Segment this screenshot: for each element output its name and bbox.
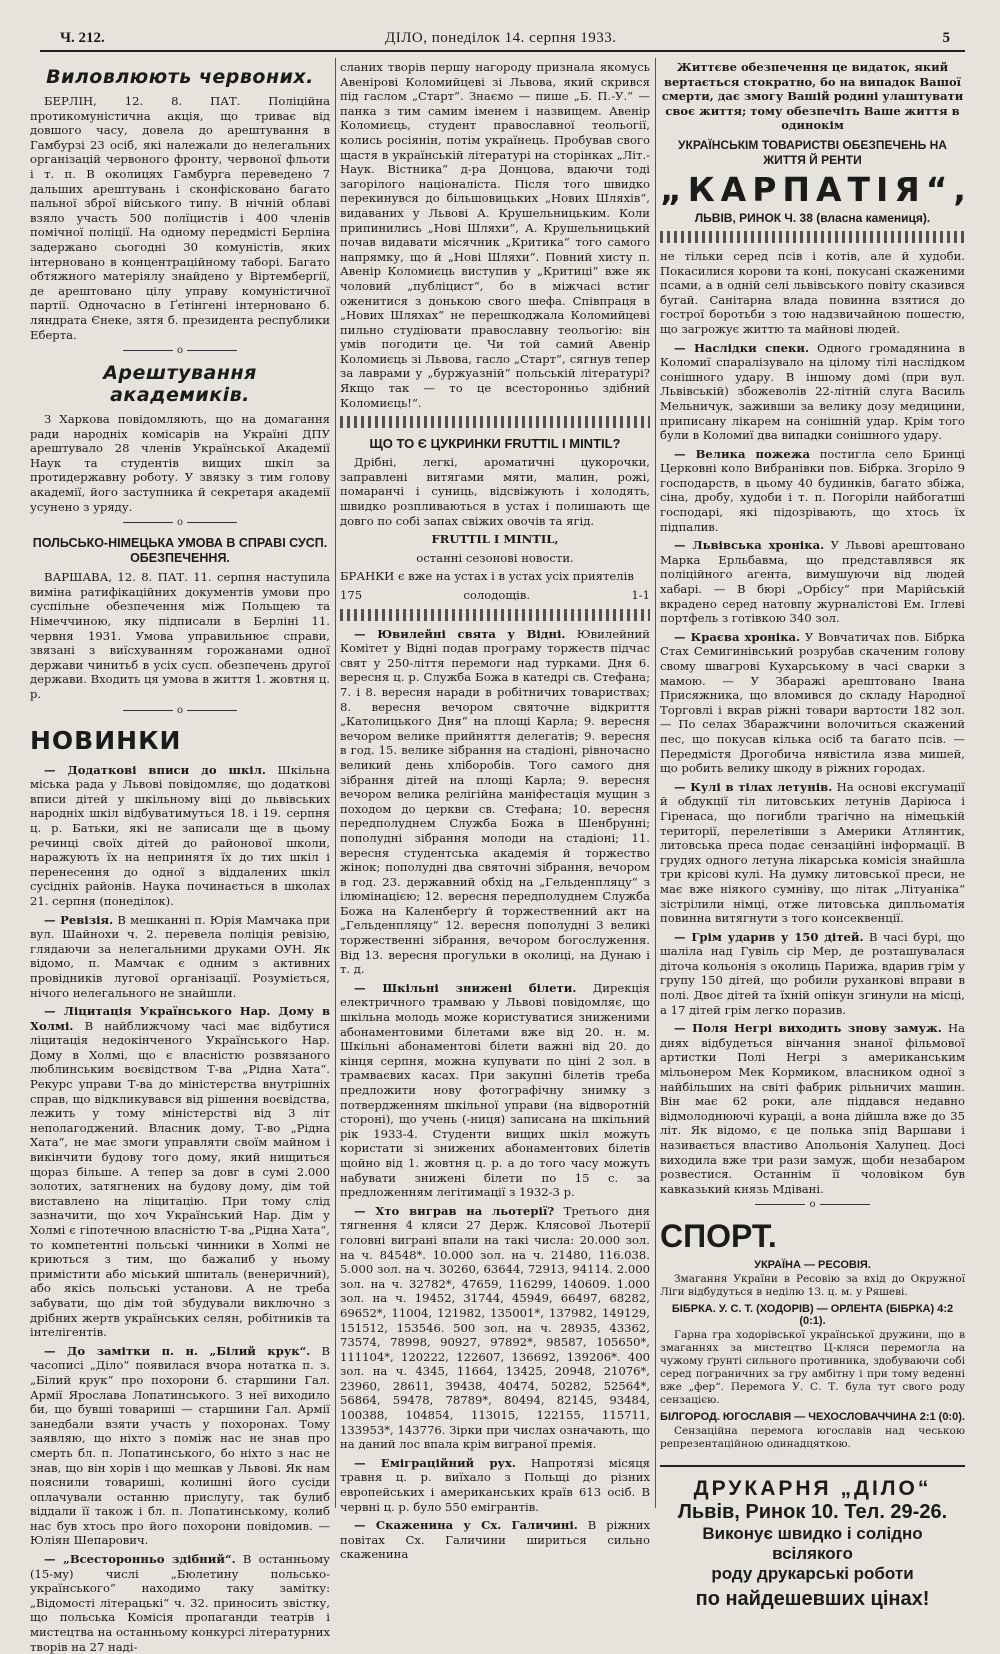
masthead-date: ДІЛО, понеділок 14. серпня 1933. [385,30,617,46]
ornament-border [340,416,650,428]
news-item [660,538,965,626]
section-title-sport: СПОРТ. [660,1218,777,1255]
separator: o [30,518,330,528]
news-item [340,1518,650,1562]
news-item-title: — Ліцитація Українського Нар. Дому в Холмі. [30,1004,330,1033]
news-item [660,930,965,1018]
news-item-text: Напротязі місяця травня ц. р. виїхало з Польщі до різних европейських і американських країв 613 осіб. В червні ц. р. було 550 емігрантів. [340,1455,651,1514]
headline-academics: Арештування академиків. [103,362,257,407]
news-item-title: — Львівська хроніка. [674,538,825,553]
news-item-text: Шкільна міська рада у Львові повідомляє, що додаткові вписи дітей у шкільному віці до львівських народніх шкіл відбуватимуться 18. і 19. серпня ц. р. Батьки, які не записали ще в цьому речинці своїх дітей до районової школи, наражують їх на непринятя їх до тих шкіл і перенесення до одної з віддалених шкіл сусідніх районів. Наука починається в школах 21. серпня (понеділок). [30,762,331,908]
column-rule [655,58,656,1508]
news-item-title: — Ревізія. [44,912,114,927]
ad-subtitle: останні сезонові новости. [416,550,574,565]
news-item-title: — Краєва хроніка. [674,629,801,644]
news-item-text: Одного громадянина в Коломиї спаралізувало на цілому тілі наслідком сонішного удару. В іншому домі (при вул. Львівській) збожеволів 22-літній слуга Василь Мельничук, заживши за велику дозу медицини, приписану лікарем на сонішній удар. Крім того були в Коломиї два випадки сонішного удару. [660,340,965,443]
ad-karpatia-name: „КАРПАТІЯ“, [660,169,972,209]
news-item-text: В мешканні п. Юрія Мамчака при вул. Шайнохи ч. 2. перевела поліція ревізію, глядаючи за нелегальними друками ОУН. Як відомо, п. Мамчак є одним з активних провідників лугової організації. Розуміється, нічого нелегального не знайшли. [30,912,331,1000]
ad-karpatia [660,60,972,225]
news-item [30,1344,330,1548]
article-continuation: не тільки серед псів і котів, але й худоби. Покасилися корови та коні, покусані скаженими псами, а в одній селі львівського повіту сказився бугай. Санітарна влада повинна взятися до гострої боротьби з тою надзвичайною пошестю, що загрожує життю та майнові людей. [660,248,965,336]
news-item [660,1021,965,1196]
column-1 [30,60,331,1654]
headline-polish-german: ПОЛЬСЬКО-НІМЕЦЬКА УМОВА В СПРАВІ СУСП. ОБЕЗПЕЧЕННЯ. [32,536,328,566]
ad-body: Дрібні, легкі, ароматичні цукорочки, заправлені витягами мяти, малин, рожі, помаранчі і суниць, відсвіжують і холодять, швидко розпливаються в устах і полишають ще довго по собі запах свіжих овочів та ягід. [340,455,650,528]
ornament-border [660,231,965,243]
news-item [30,763,330,909]
headline-berlin: Виловлюють червоних. [46,66,314,88]
article-continuation: сланих творів першу нагороду признала якомусь Авенірові Коломийцеві зі Львова, який скрився під гаслом „Старт“. Знаємо — пише „Б. П.-У.“ — панка з тим самим іменем і назвищем. Авенір Коломиєць, студент православної теольогії, колись росіянін, потім українець. Пробував свого щастя в українській літературі на сторінках „Літ.-Наук. Вістника“ д-ра Донцова, вдаючи тоді загорілого націоналіста. Після того швидко перекинувся до більшовицьких „Нових Шляхів“, видаваних у Львові А. Крушельницьким. Коли припинились „Нові Шляхи“, А. Крушельницький почав видавати місячник „Критика“ того самого напрямку, що й „Нові Шляхи“. Повний хисту п. Авенір Коломиєць виступив у „Критиці“ вже як чоловий „публіцист“, бо в міжчасі встиг оженитися з донькою свого шефа. Співпраця в „Нових Шляхах“ не перешкоджала Коломийцеві пильно студіювати православну теольогію: він умів погодити це. Чи той самий Авенір Коломиєць зі Львова, гасло „Старт“, сягнув тепер за лаврами у „буржуазній“ польській літературі? Якщо так — то це всесторонньо здібний Коломиєць!“. [340,60,650,410]
ad-printing-slogan: по найдешевших цінах! [695,1588,930,1611]
news-item [660,447,965,535]
news-item-text: В найближчому часі має відбутися ліцитація недокінченого Українського Нар. Дому в Холмі, що є власністю розвязаного люблинським воєвідством Т-ва „Рідна Хата“. Рекурс управи Т-ва до міністерства внутрішніх справ, що відкликувався від рішення воєвідства, лежить у тому міністерстві від 3 літ неполагоджений. Власник дому, Т-во „Рідна Хата“, не має змоги управляти своїм майном і викінчити будову того дому, який нищиться щораз більше. А тепер за довг в сумі 2.000 золотих, затягнених на будову дому, дім той виставлено на ліцитацію. При тому слід зазначити, що хоч Український Нар. Дім у Холмі є гіпотечною власністю Т-ва „Рідна Хата“, то компетентні польські чинники в Холмі не криються з тим, що бажалиб у ньому примістити або міський шпиталь (венеричний), або якісь польські установи. А не треба забувати, що дім той збудували виключно з дрібних жертв українських селян, робітників та інтелігентів. [30,1018,330,1340]
news-item [340,627,650,977]
issue-number: Ч. 212. [60,30,105,46]
ad-printing-name: ДРУКАРНЯ „ДІЛО“ [693,1477,932,1501]
news-item-title: — Поля Негрі виходить знову замуж. [674,1021,942,1036]
news-item-text: Третього дня тягнення 4 кляси 27 Держ. Клясової Льотерії головні виграні впали на такі числа: 20.000 зол. на ч. 84548*. 10.000 зол. на ч. 21480, 116.038. 5.000 зол. на ч. 30260, 63644, 72913, 94114. 2.000 зол. на ч. 32782*, 47659, 116299, 140609. 1.000 зол. на ч. 19452, 31744, 45949, 66497, 68282, 69652*, 11004, 121982, 135001*, 137982, 149129, 151512, 153546. 500 зол. на ч. 28935, 43362, 73574, 78998, 90927, 97892*, 98587, 105650*, 111104*, 120222, 122607, 136692, 139206*. 400 зол. на ч. 4345, 11664, 13425, 20948, 21076*, 23960, 28611, 39438, 40474, 50282, 52564*, 56864, 59478, 78789*, 80494, 82145, 93484, 100388, 104854, 113015, 122155, 115711, 133953*, 143776. Зірки при числах означають, що на даний лос впала крім виграної премія. [340,1203,650,1452]
news-item [660,341,965,443]
news-item-title: — Велика пожежа [674,446,811,461]
ad-code-left: 175 [340,588,363,602]
news-item-title: — Ювилейні свята у Відні. [354,626,566,641]
news-item-title: — Наслідки спеки. [674,340,810,355]
ad-product-name: FRUTTIL I MINTIL, [431,532,559,547]
column-3 [660,60,972,1611]
ad-line: БРАНКИ є вже на устах і в устах усіх приятелів [340,569,634,584]
ad-printing-house [660,1465,965,1611]
article-berlin: БЕРЛІН, 12. 8. ПАТ. Поліційна протикомуністична акція, що триває від довшого часу, довела до арештування в Гамбурзі 23 осіб, які належали до нелегальних організацій червоного фронту, червоної фльоти і т. п. В околицях Гамбурга переведено 7 дальших арештувань і сконфісковано багато пальної зброї війського типу. В нічній облаві взяло участь 500 полїцистів і 400 членів помічної поліції. На одному передмісті Берліна задержано сьогодні 30 комуністів, яких інтерновано в концентраційному таборі. Багато обтяжного матеріялу знайдено у Віртембергії, де арештовано цілу управу комуністичної партії. Одночасно в Ґетінгені інтерновано б. ляндрата Єнеке, зятя б. президента республики Еберта. [30,94,330,342]
news-item-text: В часі бурі, що шаліла над Гувіль сір Мер, де розташувалася діточа кольонія з околиць Парижа, вдарив грім у групу 150 дітей, що робили руханкові вправи в полі. Двоє дітей та їхній опікун згинули на місці, а 17 дітей грім легко поразив. [660,929,966,1017]
ad-karpatia-address: ЛЬВІВ, РИНОК Ч. 38 (власна камениця). [694,210,931,225]
ad-karpatia-company: УКРАЇНСЬКІМ ТОВАРИСТВІ ОБЕЗПЕЧЕНЬ НА ЖИТТЯ Й РЕНТИ [678,137,947,167]
ad-code-middle: солодощів. [463,588,531,602]
news-item-text: В ріжних повітах Сх. Галичини шириться сильно скаженина [340,1518,650,1562]
ad-printing-text: Виконує швидко і солідно всілякого [702,1524,923,1564]
news-item-text: На основі ексгумації й обдукції тіл литовських летунів Даріюса і Гіренаса, що погибли трагічно на німецькій території, перелетівши з Америки Атлянтик, литовська преса подає сензаційні інформації. В грудях одного летуна лікарська комісія знайшла три крісові кулі. На думку литовської преси, не має вже ніякого сумніву, що літак „Літуаніка“ зістрілили німці, отже литовська дипльоматія повинна витягнути з того консеквенції. [660,779,966,926]
news-item-text: В часописі „Діло“ появилася вчора нотатка п. з. „Білий крук“ про похорони б. старшини Гал. Армії Ярослава Лопатинського. З неї виходило би, що бувші товариші — старшини Гал. Армії занедбали взяти участь у похоронах. Тому заявляю, що ніхто з поміж нас не знав про смерть бл. п. Лопатинського, бо ніхто з нас не знав, що він хорів і що мешкав у Львові. Як нам пояснили товариші, колишні його сусіди оплачували останню прислугу, так булиб віддали її також і бл. п. Лопатинському, колиб нас був хтось про його похорони повідомив. — Юліян Шепарович. [30,1343,330,1548]
news-item-title: — Кулі в тілах летунів. [674,779,833,794]
article-academics: З Харкова повідомляють, що на домагання ради народніх комісарів на Україні ДПУ арештувало 28 членів Української Академії Наук та студентів вищих шкіл за протидержавну роботу. У звязку з тим голову академії, його заступника й секретаря академії усунено з уряду. [30,412,330,514]
sport-text: Сензаційна перемога югославів над чеською репрезентаційною одинадцяткою. [660,1425,965,1451]
news-item-title: — Хто виграв на льотерії? [354,1203,555,1218]
news-item [340,981,650,1200]
news-item [30,913,330,1001]
section-title-news: НОВИНКИ [30,725,182,755]
news-item-title: — До замітки п. н. „Білий крук“. [44,1343,311,1358]
separator: o [660,1200,965,1210]
news-item-title: — Еміграційний рух. [354,1455,516,1470]
page-number: 5 [942,30,950,46]
separator: o [30,706,330,716]
article-polish-german: ВАРШАВА, 12. 8. ПАТ. 11. серпня наступила виміна ратифікаційних документів умови про суспільне обезпечення між Польщею та Німеччиною, яку підписали в Берліні 11. червня 1931. Умова управильнює справи, звязані з виїсхуванням горожанами одної держави чинитьб в усіх сусп. обезпечень другої держави. Входить ця умова в життя 1. жовтня ц. р. [30,570,330,701]
news-item-text: У Львові арештовано Марка Ерльбавма, що представлявся як поліційного агента, вимушуючи від людей хабарі. — В бюрі „Орбісу“ при Марійській вкрадено серед натовпу журналістові Ем. Іглеві портфель з готівкою 340 зол. [660,538,966,626]
news-item [30,1004,330,1340]
sport-headline: БІБРКА. У. С. Т. (ХОДОРІВ) — ОРЛЕНТА (БІБРКА) 4:2 (0:1). [671,1303,954,1328]
news-item-text: Ювилейний Комітет у Відні подав програму торжеств підчас свят у 250-ліття перемоги над турками. Дня 6. вересня ц. р. Служба Божа в катедрі св. Стефана; 7. і 8. вересня наради в робітничих товариствах; 8. вересня вечором святочне відкриття „Католицького Дня“ на площі Карла; 9. вересня вечором велике прийняття делегатів; 9. вересня в год. 15. велике зібрання на стадіоні, рівночасно великий день хліборобів. Того самого дня зібрання дітей на площі Карла; 9. вересня вечором велика релігійна маніфестація мущин з походом до церкви св. Стефана; 10. вересня передполуднем Служба Божа в Шенбрунні; пополудні зібрання молоди на стадіоні; 11. вересня студентська академія й торжество жінок; пополудні два святочні зібрання, вечором в год. 23. державний обхід на „Гельденпляцу“ з ілюмінацією; 12. вересня передполуднем Служба Божа на Каленберґу й торжественний акт на „Гельденпляцу“ 12. вересня пополудні 3 великі торжественні зібрання, вечором богослуження. Від 13. вересня прогульки в околиці, на Дунаю і т. д. [340,626,651,977]
sport-text: Гарна гра ходорівської української дружини, що в змаганнях за мистецтво Ц-кляси перемогла на чужому ґрунті сильного противника, здобуваючи собі серед пограничних за гру амбітну і при тому веденні вже „фер“. Перемога У. С. Т. була тут свого роду сензацією. [660,1329,965,1407]
news-item-text: постигла село Бринці Церковні коло Вибранівки пов. Бібрка. Згоріло 9 господарств, в цьому 40 будинків, багато збіжа, сіна, дробу, худоби і т. п. Погоріли найбогатші господарі, які підозрівають, що хтось їх підпалив. [660,446,966,534]
news-item [660,630,965,776]
news-item-text: У Вовчатичах пов. Бібрка Стах Семигинівський розрубав скаченим голову свому швагрові Кухарському в часі сварки з мамою. — У Збаражі арештовано Івана Присяжника, що вломився до складу Народної Торговлі і вкрав ріжні товари вартости 182 зол. — По селах Збаражчини волочиться скажений пес, що покусав кілька осіб та багато псів. — Передмістя Дрогобича нявістила язва мишей, що робить велику шкоду в ріжних городах. [660,629,965,776]
news-item [340,1204,650,1452]
ad-title: ЩО ТО Є ЦУКРИНКИ FRUTTIL I MINTIL? [369,436,621,452]
sport-headline: УКРАЇНА — РЕСОВІЯ. [754,1259,871,1272]
ad-code-line [340,588,650,603]
news-item-title: — Скаженина у Сх. Галичині. [354,1518,578,1533]
news-item-title: — Грім ударив у 150 дітей. [674,929,864,944]
ad-printing-address: Львів, Ринок 10. Тел. 29-26. [677,1501,948,1524]
sport-headline: БІЛГОРОД. ЮГОСЛАВІЯ — ЧЕХОСЛОВАЧЧИНА 2:1 (0:0). [660,1411,965,1424]
sport-text: Змагання України в Ресовію за вхід до Окружної Ліги відбудуться в неділю 13. ц. м. у Ряшеві. [660,1273,965,1299]
news-item-title: — „Всесторонньо здібний“. [44,1552,236,1567]
news-item-text: На днях відбудеться вінчання знаної фільмової артистки Полі Негрі з американським мільонером Мек Кормиком, власником одної з найбільших на світі фабрик рільничих машин. Він має 62 роки, але піддався недавно відмолоднюючі кураціі, а вона дійшла вже до 35 літ. Як відомо, є це полька зпід Варшави і називається властиво Апольонія Халупец. Досі виходила вже три рази замуж, щоби незабаром розвестися. Останнім її чоловіком був кавказький князь Мдівані. [660,1021,966,1196]
news-item-text: Дирекція електричного трамваю у Львові повідомляє, що шкільна молодь може користуватися зниженими абонаментовими білетами вже від 20. н. м. Шкільні абонаментові білети важні від 20. до кінця серпня, можна купувати по ціні 2 зол. в трамваєвих касах. При закупні білетів треба предложити нову фотографічну знимку з потвердженням шкільної управи (на відворотній стороні), що учень (-ниця) записана на шкільний рік 1933-4. Студенти вищих шкіл можуть користати зі знижених абонаментових білетів щойно від 1. жовтня ц. р. а до того часу можуть набувати знижені білети по 15 с. за предложенням легітимації з 1932-3 р. [340,980,650,1200]
ad-printing-text: роду друкарські роботи [711,1564,914,1584]
ad-fruttil [340,436,650,602]
news-item-text: В останньому (15-му) числі „Бюлетину польсько-українського“ находимо таку замітку: „Відомості літерацькі“ ч. 32. приносить звістку, що польська Комісія пропаганди театрів і мистецтва на останньому конкурсі літературних творів на 27 наді- [30,1552,331,1654]
ad-code-right: 1-1 [631,588,650,602]
news-item-title: — Додаткові вписи до шкіл. [44,762,266,777]
column-2 [340,60,651,1562]
column-rule [335,58,336,1508]
news-item [660,780,965,926]
separator: o [30,346,330,356]
news-item [340,1456,650,1514]
news-item [30,1552,330,1654]
page-header [40,28,965,52]
ornament-border [340,609,650,621]
news-item-title: — Шкільні знижені білети. [354,980,577,995]
ad-karpatia-intro: Життєве обезпечення це видаток, який вертається стократно, бо на випадок Вашої смерти, дає змогу Вашій родині улаштувати своє життя; тому обезпечіть Ваше життя в одинокім [661,60,964,133]
